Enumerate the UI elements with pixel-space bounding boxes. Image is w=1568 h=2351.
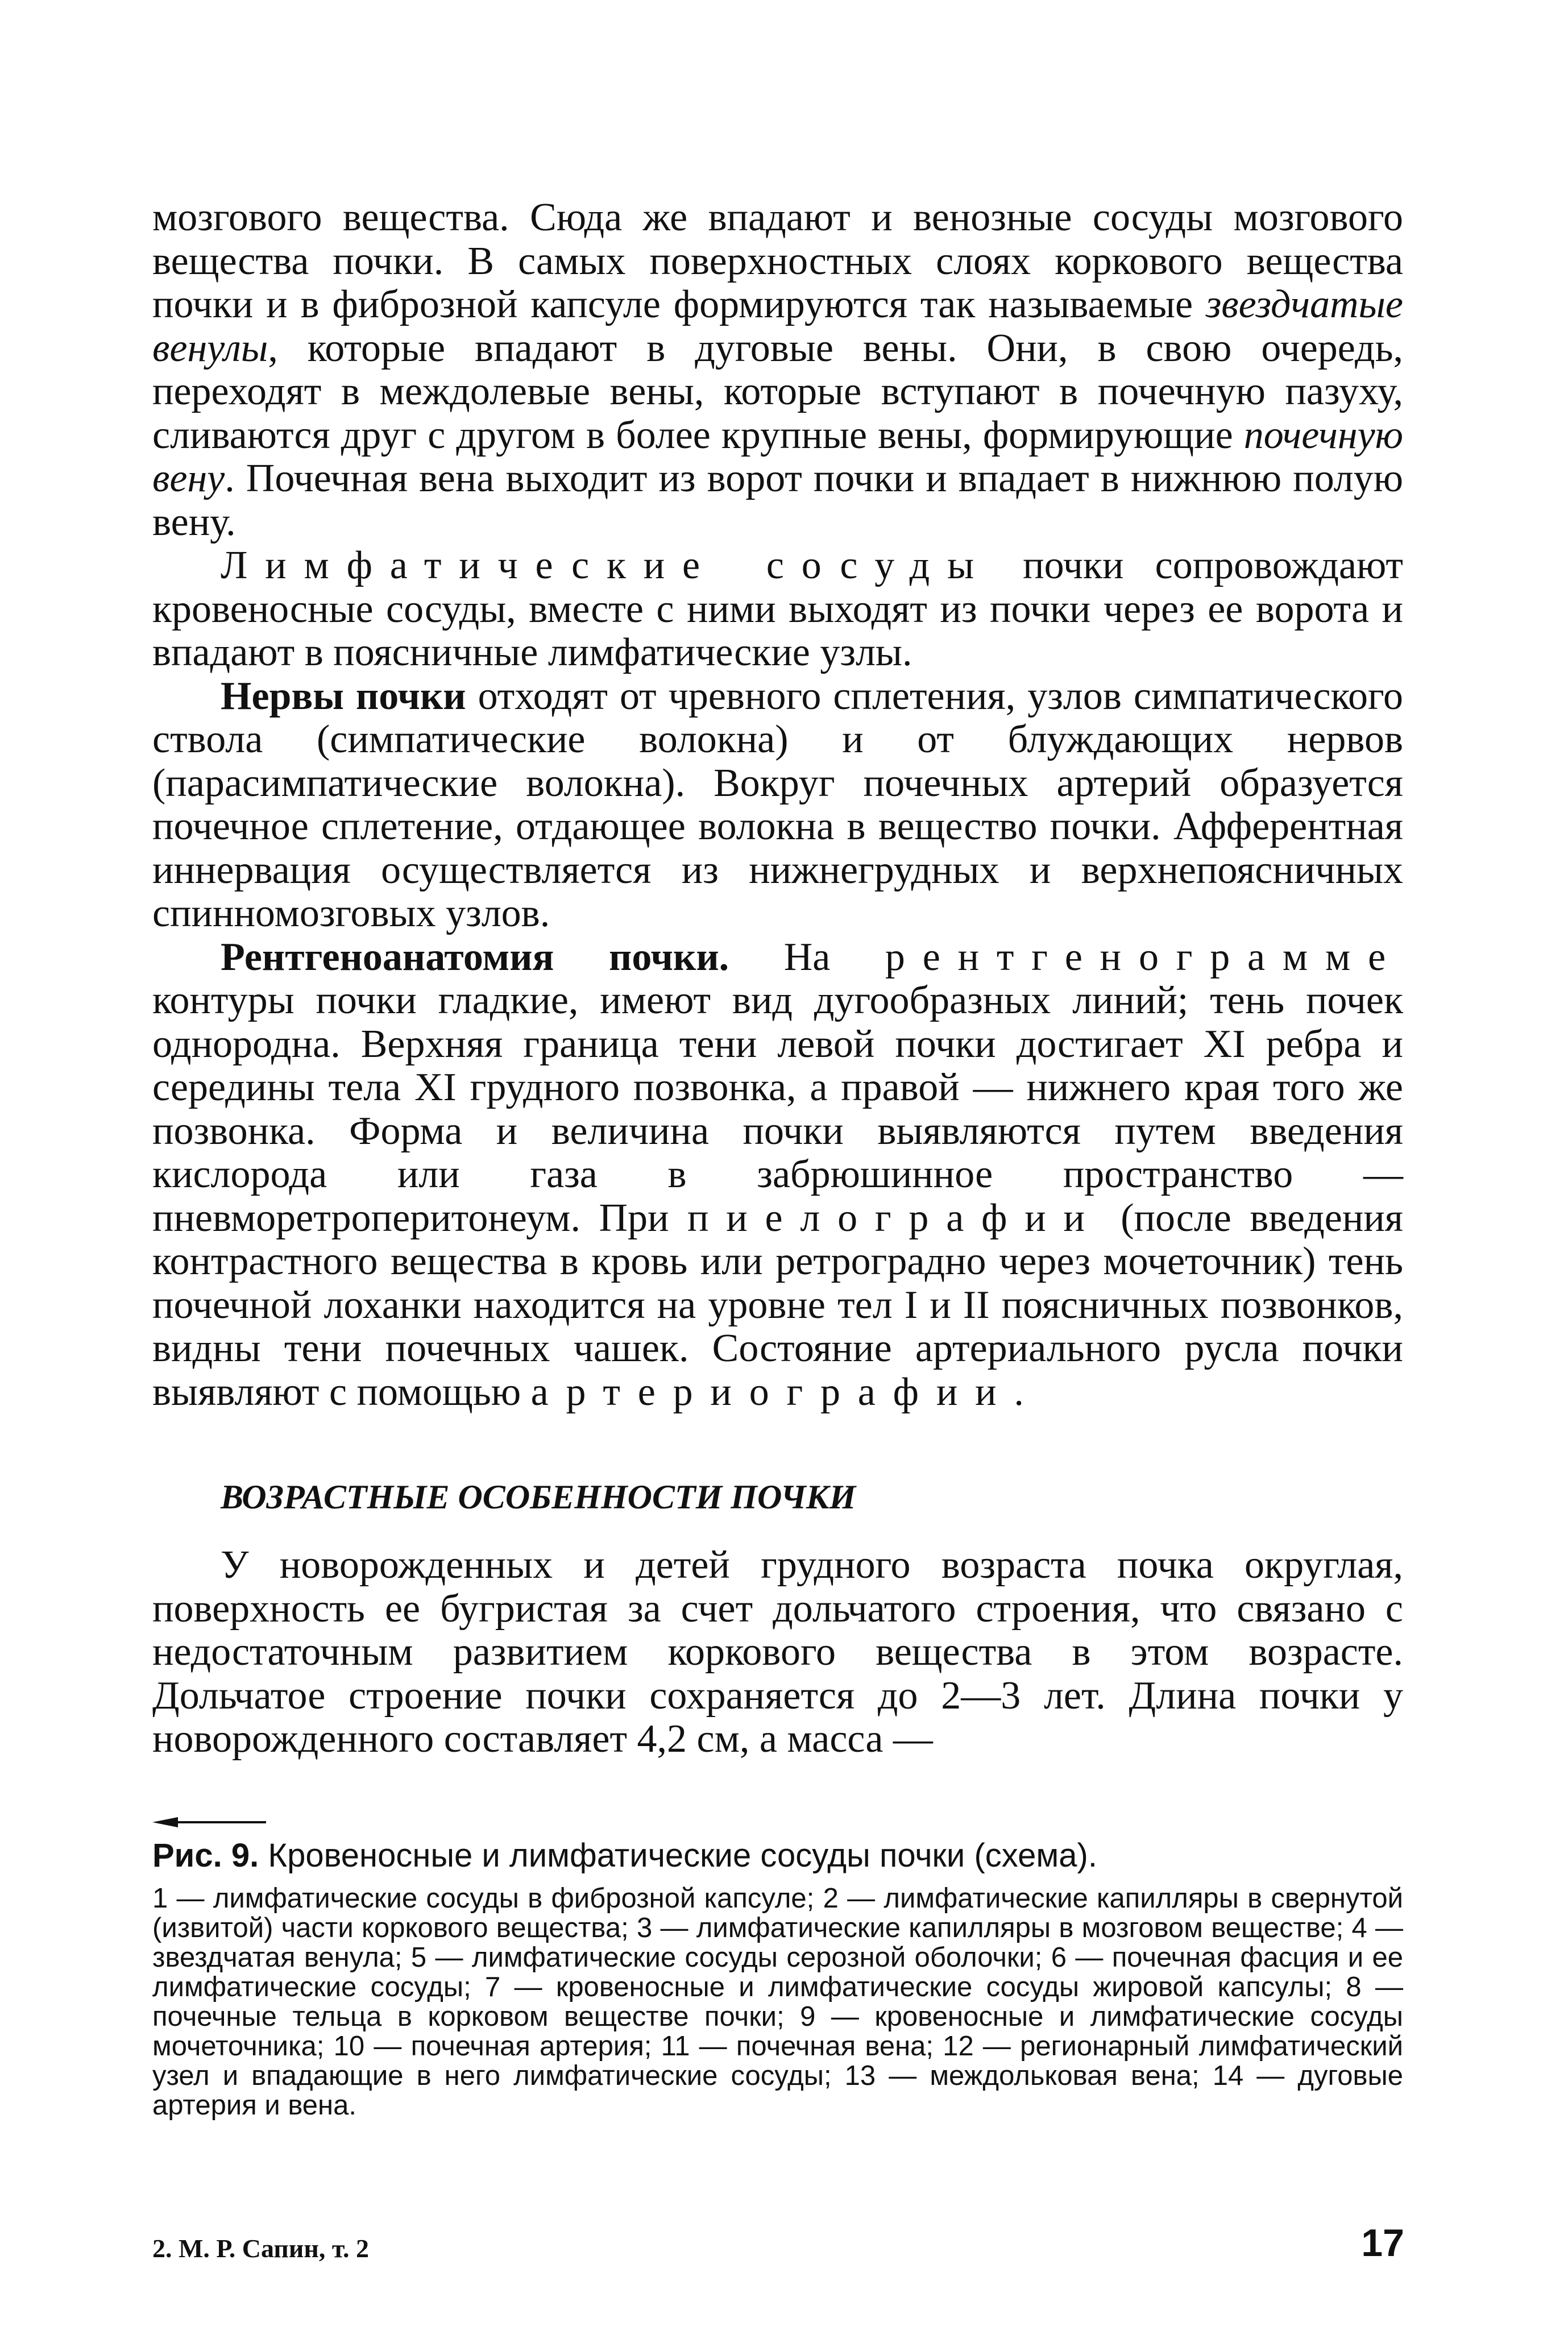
spaced-term: рентгенограмме: [885, 935, 1403, 979]
caption-legend: 1 — лимфатические сосуды в фиброзной капсуле; 2 — лимфатические капилляры в свернутой (извитой) части коркового вещества; 3 — лимфатические капилляры в мозговом веществе; 4 — звездчатая венула; 5 — лимфатические сосуды серозной оболочки; 6 — почечная фасция и ее лимфатические сосуды; 7 — кровеносные и лимфатические сосуды жировой капсулы; 8 — почечные тельца в корковом веществе почки; 9 — кровеносные и лимфатические сосуды мочеточника; 10 — почечная артерия; 11 — почечная вена; 12 — регионарный лимфатический узел и впадающие в него лимфатические сосуды; 13 — междольковая вена; 14 — дуговые артерия и вена.: [152, 1883, 1403, 2121]
text-run: (после введения контрастного вещества в кровь или ретроградно через мочеточник) тень почечной лоханки находится на уровне тел I и II поясничных позвонков, видны тени почечных чашек. Состояние артериального русла почки выявляют с помощью: [152, 1196, 1403, 1414]
caption-label: Рис. 9.: [152, 1837, 259, 1874]
age-text-block: [152, 1544, 1403, 1761]
paragraph-age: У новорожденных и детей грудного возраста почка округлая, поверхность ее бугристая за счет дольчатого строения, что связано с недостаточным развитием коркового вещества в этом возрасте. Дольчатое строение почки сохраняется до 2—3 лет. Длина почки у новорожденного составляет 4,2 см, а масса —: [152, 1543, 1403, 1761]
italic-term: почечную вену: [152, 413, 1403, 500]
text-run: На: [729, 935, 885, 979]
italic-term: звездчатые венулы: [152, 283, 1403, 370]
spaced-term: пиелографии: [687, 1196, 1102, 1240]
bold-term: Нервы почки: [221, 674, 466, 718]
text-run: контуры почки гладкие, имеют вид дугообразных линий; тень почек однородна. Верхняя граница тени левой почки достигает XI ребра и середины тела XI грудного позвонка, а правой — нижнего края того же позвонка. Форма и величина почки выявляются путем введения кислорода или газа в забрюшинное пространство — пневморетроперитонеум. При: [152, 978, 1403, 1240]
paragraph-lymph: [152, 544, 1403, 675]
main-text-block: [152, 196, 1403, 1414]
caption-title-text: Кровеносные и лимфатические сосуды почки (схема).: [259, 1837, 1097, 1874]
footer-signature: 2. М. Р. Сапин, т. 2: [152, 2234, 370, 2263]
section-heading: ВОЗРАСТНЫЕ ОСОБЕННОСТИ ПОЧКИ: [221, 1478, 856, 1516]
page-number: 17: [1361, 2221, 1404, 2265]
text-run: мозгового вещества. Сюда же впадают и венозные сосуды мозгового вещества почки. В самых поверхностных слоях коркового вещества почки и в фиброзной капсуле формируются так называемые: [152, 196, 1403, 326]
text-run: отходят от чревного сплетения, узлов симпатического ствола (симпатические волокна) и от блуждающих нервов (парасимпатические волокна). Вокруг почечных артерий образуется почечное сплетение, отдающее волокна в вещество почки. Афферентная иннервация осуществляется из нижнегрудных и верхнепоясничных спинномозговых узлов.: [152, 674, 1403, 935]
paragraph-xray: [152, 936, 1403, 1415]
text-run: . Почечная вена выходит из ворот почки и впадает в нижнюю полую вену.: [152, 457, 1403, 544]
bold-term: Рентгеноанатомия почки.: [221, 935, 729, 979]
paragraph-nerves: [152, 675, 1403, 936]
text-run: .: [1014, 1370, 1024, 1414]
spaced-term: артериографии: [530, 1370, 1014, 1414]
left-arrow-icon: [147, 1814, 272, 1831]
text-run: почки сопровождают кровеносные сосуды, вместе с ними выходят из почки через ее ворота и впадают в поясничные лимфатические узлы.: [152, 544, 1403, 674]
caption-title: [152, 1834, 1403, 1878]
spaced-term: Лимфатические сосуды: [221, 544, 992, 587]
text-run: , которые впадают в дуговые вены. Они, в свою очередь, переходят в междолевые вены, которые вступают в почечную пазуху, сливаются друг с другом в более крупные вены, формирующие: [152, 326, 1403, 457]
paragraph-veins: [152, 196, 1403, 544]
figure-caption: [152, 1834, 1403, 2120]
